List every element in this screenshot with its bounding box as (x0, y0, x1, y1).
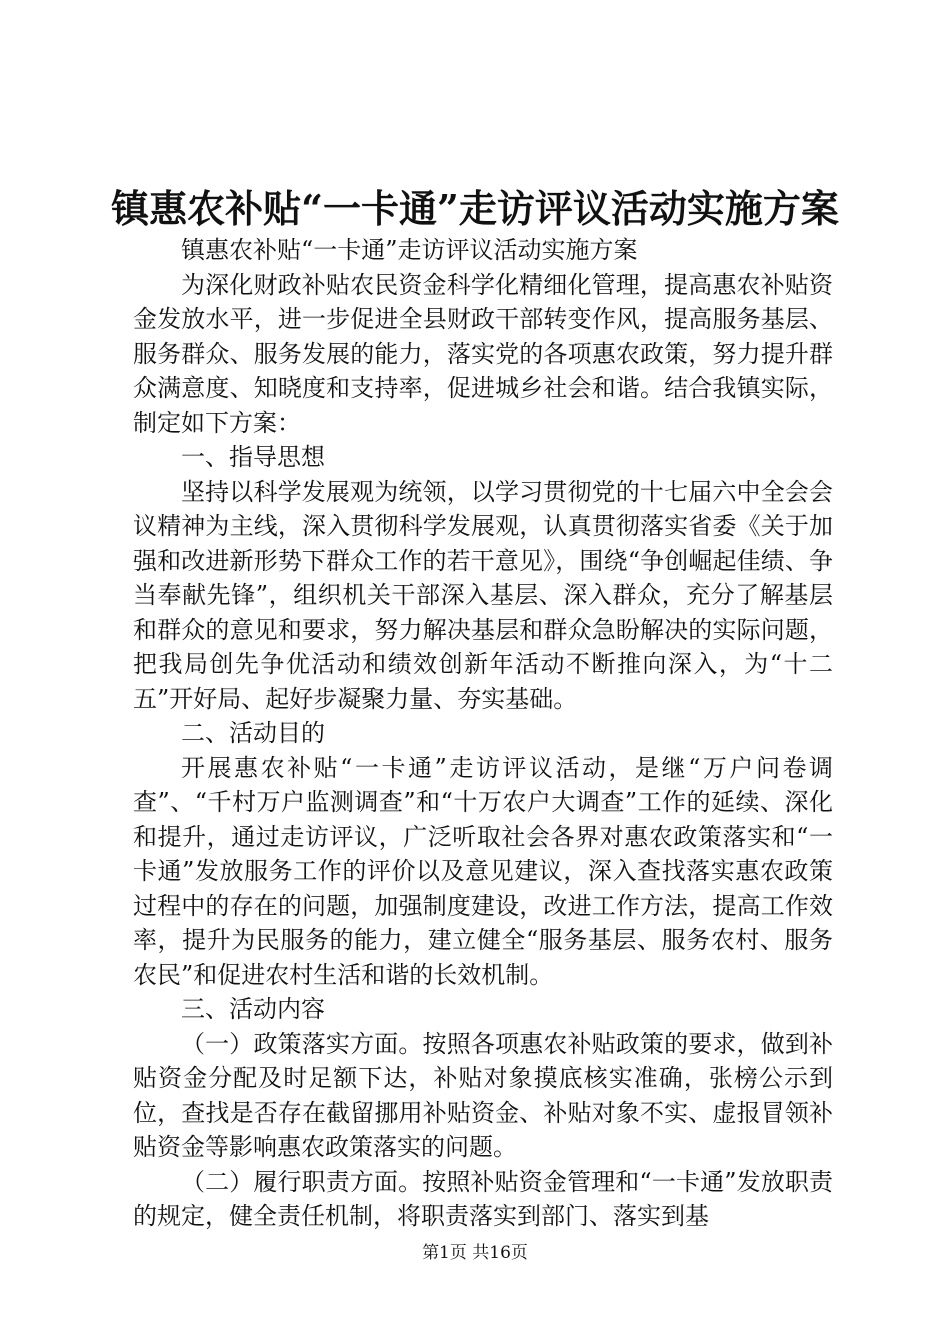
section-paragraph: 开展惠农补贴“一卡通”走访评议活动，是继“万户问卷调查”、“千村万户监测调查”和“十万农户大调查”工作的延续、深化和提升，通过走访评议，广泛听取社会各界对惠农政策落实和“一卡通”发放服务工作的评价以及意见建议，深入查找落实惠农政策过程中的存在的问题，加强制度建设，改进工作方法，提高工作效率，提升为民服务的能力，建立健全“服务基层、服务农村、服务农民”和促进农村生活和谐的长效机制。 (133, 753, 833, 989)
section-heading-content: 三、活动内容 (181, 995, 325, 1023)
section-paragraph: （一）政策落实方面。按照各项惠农补贴政策的要求，做到补贴资金分配及时足额下达，补贴对象摸底核实准确，张榜公示到位，查找是否存在截留挪用补贴资金、补贴对象不实、虚报冒领补贴资金等影响惠农政策落实的问题。 (133, 1029, 833, 1161)
page-title: 镇惠农补贴“一卡通”走访评议活动实施方案 (111, 186, 839, 231)
page-footer: 第1页 共16页 (422, 1243, 528, 1263)
section-paragraph: （二）履行职责方面。按照补贴资金管理和“一卡通”发放职责的规定，健全责任机制，将职责落实到部门、落实到基 (133, 1167, 833, 1230)
document-body (133, 233, 833, 1234)
document-subtitle: 镇惠农补贴“一卡通”走访评议活动实施方案 (181, 236, 638, 264)
section-heading-guiding-thought: 一、指导思想 (181, 443, 325, 471)
intro-paragraph: 为深化财政补贴农民资金科学化精细化管理，提高惠农补贴资金发放水平，进一步促进全县财政干部转变作风，提高服务基层、服务群众、服务发展的能力，落实党的各项惠农政策，努力提升群众满意度、知晓度和支持率，促进城乡社会和谐。结合我镇实际，制定如下方案： (133, 270, 833, 437)
section-paragraph: 坚持以科学发展观为统领，以学习贯彻党的十七届六中全会会议精神为主线，深入贯彻科学发展观，认真贯彻落实省委《关于加强和改进新形势下群众工作的若干意见》，围绕“争创崛起佳绩、争当奉献先锋”，组织机关干部深入基层、深入群众，充分了解基层和群众的意见和要求，努力解决基层和群众急盼解决的实际问题，把我局创先争优活动和绩效创新年活动不断推向深入，为“十二五”开好局、起好步凝聚力量、夯实基础。 (133, 477, 833, 713)
section-heading-purpose: 二、活动目的 (181, 719, 325, 747)
